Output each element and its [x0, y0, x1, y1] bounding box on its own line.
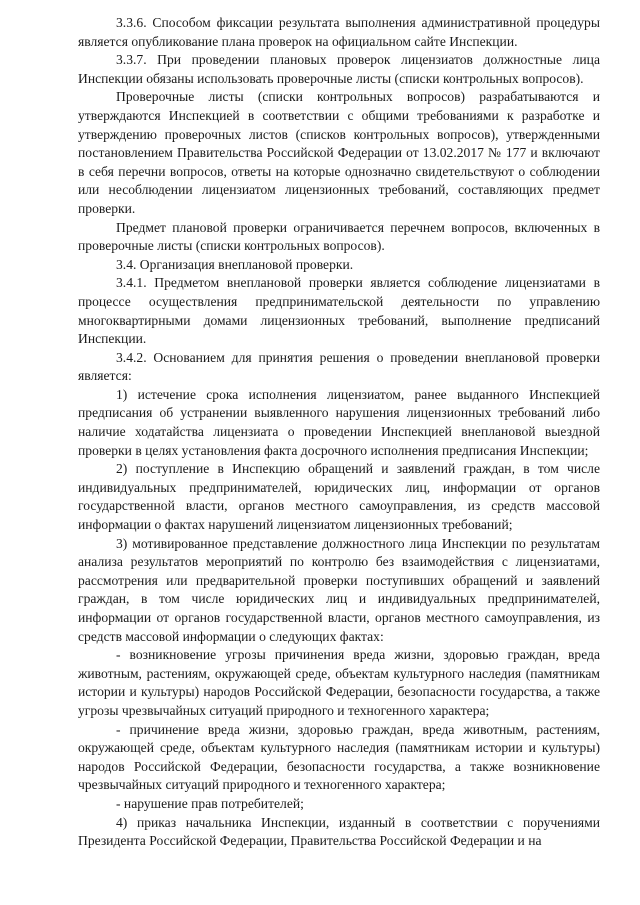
- list-item-1: 1) истечение срока исполнения лицензиатом, ранее выданного Инспекцией предписания об устранении выявленного нарушения лицензионных требований либо наличие ходатайства лицензиата о проведении Инспекцией внеплановой выездной проверки в целях установления факта досрочного исполнения предписания Инспекции;: [78, 386, 600, 458]
- heading-3-4: 3.4. Организация внеплановой проверки.: [116, 256, 354, 272]
- document-page: [78, 14, 600, 851]
- paragraph-scope-planned: Предмет плановой проверки ограничивается перечнем вопросов, включенных в проверочные листы (списки контрольных вопросов).: [78, 219, 600, 254]
- paragraph-3-3-6: 3.3.6. Способом фиксации результата выполнения административной процедуры является опубликование плана проверок на официальном сайте Инспекции.: [78, 15, 600, 49]
- paragraph-3-3-7: 3.3.7. При проведении плановых проверок лицензиатов должностные лица Инспекции обязаны использовать проверочные листы (списки контрольных вопросов).: [78, 52, 600, 86]
- paragraph-checklists: Проверочные листы (списки контрольных вопросов) разрабатываются и утверждаются Инспекцией в соответствии с общими требованиями к разработке и утверждению проверочных листов (списков контрольных вопросов), утвержденными постановлением Правительства Российской Федерации от 13.02.2017 № 177 и включают в себя перечни вопросов, ответы на которые однозначно свидетельствуют о соблюдении или несоблюдении лицензиатом лицензионных требований, составляющих предмет проверки.: [78, 89, 600, 216]
- sub-item-threat: - возникновение угрозы причинения вреда жизни, здоровью граждан, вреда животным, растениям, окружающей среде, объектам культурного наследия (памятникам истории и культуры) народов Российской Федерации, безопасности государства, а также угрозы чрезвычайных ситуаций природного и техногенного характера;: [78, 647, 600, 718]
- list-item-2: 2) поступление в Инспекцию обращений и заявлений граждан, в том числе индивидуальных предпринимателей, юридических лиц, информации от органов государственной власти, органов местного самоуправления, из средств массовой информации о фактах нарушений лицензиатом лицензионных требований;: [78, 461, 600, 533]
- paragraph-3-4-1: 3.4.1. Предметом внеплановой проверки является соблюдение лицензиатами в процессе осуществления предпринимательской деятельности по управлению многоквартирными домами лицензионных требований, выполнение предписаний Инспекции.: [78, 275, 600, 347]
- sub-item-harm: - причинение вреда жизни, здоровью граждан, вреда животным, растениям, окружающей среде, объектам культурного наследия (памятникам истории и культуры) народов Российской Федерации, безопасности государства, а также возникновение чрезвычайных ситуаций природного и техногенного характера;: [78, 721, 600, 793]
- list-item-3: 3) мотивированное представление должностного лица Инспекции по результатам анализа результатов мероприятий по контролю без взаимодействия с лицензиатами, рассмотрения или предварительной проверки поступивших обращений и заявлений граждан, в том числе юридических лиц и индивидуальных предпринимателей, информации от органов государственной власти, органов местного самоуправления, из средств массовой информации о следующих фактах:: [78, 535, 600, 644]
- paragraph-3-4-2: 3.4.2. Основанием для принятия решения о проведении внеплановой проверки является:: [78, 349, 600, 384]
- list-item-4: 4) приказ начальника Инспекции, изданный в соответствии с поручениями Президента Российской Федерации, Правительства Российской Федерации и на: [78, 814, 600, 849]
- sub-item-consumer-rights: - нарушение прав потребителей;: [116, 795, 304, 811]
